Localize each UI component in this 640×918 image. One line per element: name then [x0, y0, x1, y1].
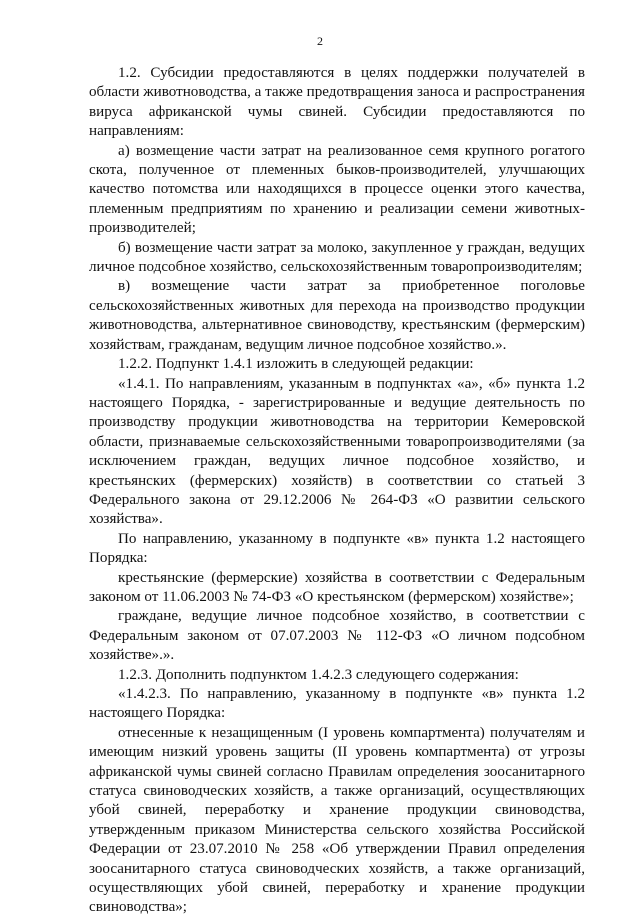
paragraph-compartment: отнесенные к незащищенным (I уровень компартмента) получателям и имеющим низкий уровень защиты (II уровень компартмента) от угрозы африканской чумы свиней согласно Правилам определения зоосанитарного статуса свиноводческих хозяйств, а также организаций, осуществляющих убой свиней, переработку и хранение продукции свиноводства, утвержденным приказом Министерства сельского хозяйства Российской Федерации от 23.07.2010 № 258 «Об утверждении Правил определения зоосанитарного статуса свиноводческих хозяйств, а также организаций, осуществляющих убой свиней, переработку и хранение продукции свиноводства»; — [89, 724, 585, 916]
paragraph-farms: крестьянские (фермерские) хозяйства в соответствии с Федеральным законом от 11.06.2003 № 74-ФЗ «О крестьянском (фермерском) хозяйстве»; — [89, 569, 585, 605]
paragraph-item-b: б) возмещение части затрат за молоко, закупленное у граждан, ведущих личное подсобное хозяйство, сельскохозяйственным товаропроизводителям; — [89, 239, 585, 276]
paragraph-citizens: граждане, ведущие личное подсобное хозяйство, в соответствии с Федеральным законом от 07.07.2003 № 112-ФЗ «О личном подсобном хозяйстве».». — [89, 608, 585, 664]
paragraph-1-4-2-3: «1.4.2.3. По направлению, указанному в подпункте «в» пункта 1.2 настоящего Порядка: — [89, 686, 585, 722]
paragraph-item-a: а) возмещение части затрат на реализованное семя крупного рогатого скота, полученное от племенных быков-производителей, улучшающих качество потомства или находящихся в процессе оценки этого качества, племенным предприятиям по хранению и реализации семени животных-производителей; — [89, 142, 585, 237]
paragraph-1-2-3: 1.2.3. Дополнить подпунктом 1.4.2.3 следующего содержания: — [118, 666, 519, 683]
paragraph-direction-v: По направлению, указанному в подпункте «в» пункта 1.2 настоящего Порядка: — [89, 530, 585, 567]
paragraph-item-v: в) возмещение части затрат за приобретенное поголовье сельскохозяйственных животных для перехода на производство продукции животноводства, альтернативное свиноводству, крестьянским (фермерским) хозяйствам, гражданам, ведущим личное подсобное хозяйство.». — [89, 278, 585, 353]
paragraph-1-2-2: 1.2.2. Подпункт 1.4.1 изложить в следующей редакции: — [118, 356, 474, 373]
paragraph-1-4-1: «1.4.1. По направлениям, указанным в подпунктах «а», «б» пункта 1.2 настоящего Порядка, - зарегистрированные и ведущие деятельность по производству продукции животноводства на территории Кемеровской области, признаваемые сельскохозяйственными товаропроизводителями (за исключением граждан, ведущих личное подсобное хозяйство, и крестьянских (фермерских) хозяйств) в соответствии со статьей 3 Федерального закона от 29.12.2006 № 264-ФЗ «О развитии сельского хозяйства». — [89, 375, 585, 528]
document-body — [89, 64, 585, 918]
page-number: 2 — [317, 34, 323, 48]
paragraph-1-2: 1.2. Субсидии предоставляются в целях поддержки получателей в области животноводства, а также предотвращения заноса и распространения вируса африканской чумы свиней. Субсидии предоставляются по направлениям: — [89, 65, 585, 140]
